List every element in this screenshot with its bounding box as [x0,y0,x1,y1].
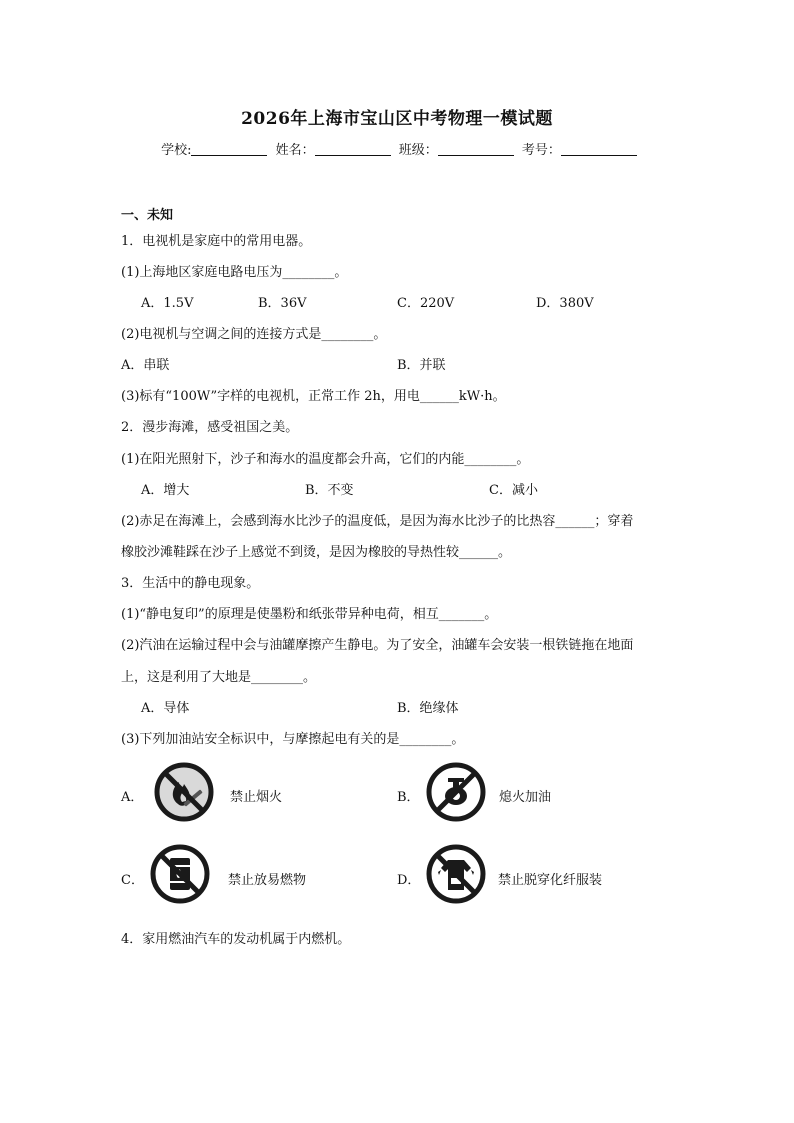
engine-off-icon [424,760,488,824]
sign-a-caption: 禁止烟火 [230,790,283,805]
q1-2-option-a[interactable]: A．串联 [121,358,170,373]
class-label: 班级： [398,143,438,158]
question-2-part-1: (1)在阳光照射下，沙子和海水的温度都会升高，它们的内能________。 [121,452,530,467]
name-label: 姓名： [275,143,315,158]
q1-1-option-a[interactable]: A．1.5V [141,296,194,311]
question-1-part-3: (3)标有“100W”字样的电视机，正常工作 2h，用电______kW·h。 [121,389,506,404]
question-1: 1．电视机是家庭中的常用电器。 [121,234,312,249]
q1-1-option-c[interactable]: C．220V [397,296,455,311]
question-3-part-3: (3)下列加油站安全标识中，与摩擦起电有关的是________。 [121,732,465,747]
sign-option-c-letter[interactable]: C． [121,873,144,888]
no-fire-icon [152,760,216,824]
no-synthetic-clothing-icon [424,842,488,906]
sign-b-caption: 熄火加油 [499,790,552,805]
q2-1-option-b[interactable]: B．不变 [305,483,354,498]
q1-1-option-d[interactable]: D．380V [536,296,594,311]
exam-number-label: 考号： [521,143,561,158]
sign-c-caption: 禁止放易燃物 [228,873,307,888]
question-2-part-2-line-1: (2)赤足在海滩上，会感到海水比沙子的温度低，是因为海水比沙子的比热容______；穿着 [121,514,634,529]
page-title: 2026年上海市宝山区中考物理一模试题 [241,109,553,129]
sign-option-b-letter[interactable]: B． [397,790,420,805]
section-heading: 一、未知 [121,208,174,223]
question-4: 4．家用燃油汽车的发动机属于内燃机。 [121,932,351,947]
school-blank[interactable] [191,143,267,156]
question-3: 3．生活中的静电现象。 [121,576,260,591]
school-label: 学校: [161,143,192,158]
q2-1-option-c[interactable]: C．减小 [489,483,538,498]
student-info-row [0,139,794,158]
q1-1-option-b[interactable]: B．36V [258,296,307,311]
question-1-part-1: (1)上海地区家庭电路电压为________。 [121,265,348,280]
sign-option-d-letter[interactable]: D． [397,873,421,888]
question-3-part-1: (1)“静电复印”的原理是使墨粉和纸张带异种电荷，相互_______。 [121,607,498,622]
q3-2-option-a[interactable]: A．导体 [141,701,190,716]
question-3-part-2-line-2: 上，这是利用了大地是________。 [121,670,317,685]
sign-d-caption: 禁止脱穿化纤服装 [498,873,603,888]
question-2-part-2-line-2: 橡胶沙滩鞋踩在沙子上感觉不到烫，是因为橡胶的导热性较______。 [121,545,512,560]
no-flammable-icon [148,842,212,906]
question-3-part-2-line-1: (2)汽油在运输过程中会与油罐摩擦产生静电。为了安全，油罐车会安装一根铁链拖在地面 [121,638,634,653]
q1-2-option-b[interactable]: B．并联 [397,358,446,373]
class-blank[interactable] [438,143,514,156]
question-1-part-2: (2)电视机与空调之间的连接方式是________。 [121,327,387,342]
name-blank[interactable] [315,143,391,156]
q2-1-option-a[interactable]: A．增大 [141,483,190,498]
sign-option-a-letter[interactable]: A． [121,790,144,805]
question-2: 2．漫步海滩，感受祖国之美。 [121,420,299,435]
exam-number-blank[interactable] [561,143,637,156]
q3-2-option-b[interactable]: B．绝缘体 [397,701,459,716]
